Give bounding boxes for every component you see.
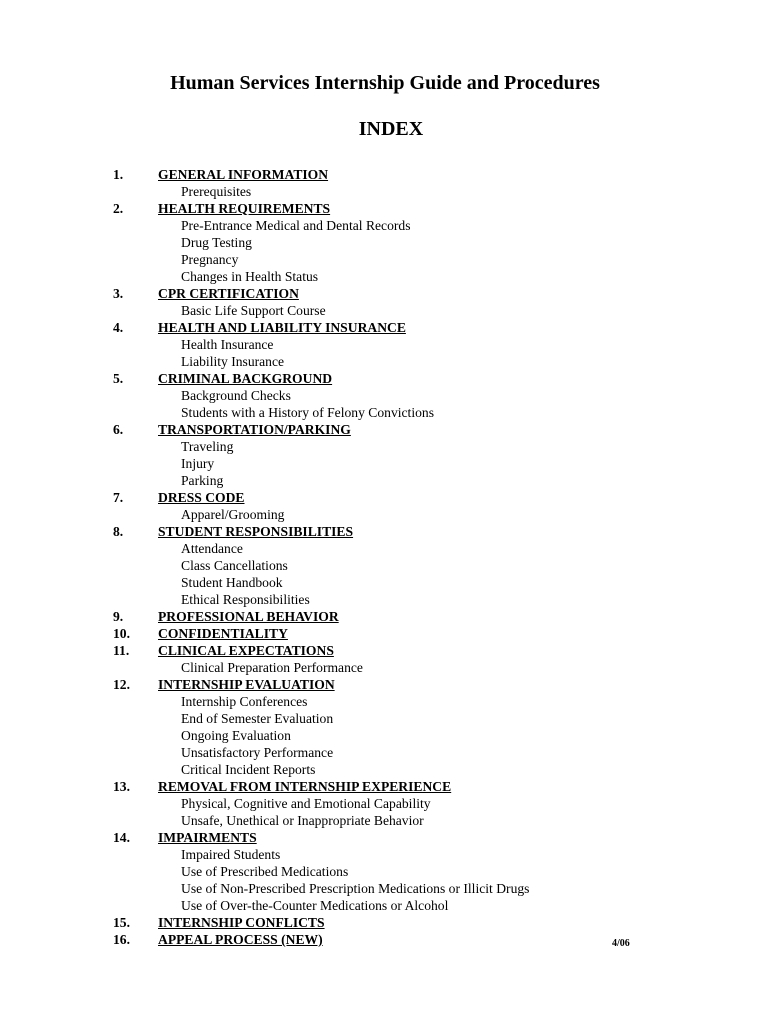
section-row (113, 608, 673, 625)
section-number: 8. (113, 524, 124, 539)
subsection-item: Internship Conferences (181, 694, 308, 709)
subsection-row (113, 268, 673, 285)
section-number: 5. (113, 371, 124, 386)
subsection-row (113, 336, 673, 353)
section-row (113, 625, 673, 642)
index-heading: INDEX (358, 118, 424, 140)
section-row (113, 421, 673, 438)
subsection-item: Critical Incident Reports (181, 762, 316, 777)
section-row (113, 200, 673, 217)
section-heading: TRANSPORTATION/PARKING (158, 422, 351, 437)
subsection-row (113, 846, 673, 863)
section-number: 16. (113, 932, 130, 947)
subsection-item: Liability Insurance (181, 354, 285, 369)
section-row (113, 642, 673, 659)
section-number: 15. (113, 915, 130, 930)
subsection-item: Changes in Health Status (181, 269, 319, 284)
section-heading: INTERNSHIP CONFLICTS (158, 915, 325, 930)
section-number: 1. (113, 167, 124, 182)
subsection-item: Class Cancellations (181, 558, 288, 573)
subsection-item: Unsafe, Unethical or Inappropriate Behavior (181, 813, 424, 828)
subsection-row (113, 795, 673, 812)
section-row (113, 914, 673, 931)
subsection-item: Students with a History of Felony Convictions (181, 405, 434, 420)
subsection-row (113, 591, 673, 608)
subsection-item: End of Semester Evaluation (181, 711, 334, 726)
subsection-row (113, 404, 673, 421)
section-number: 4. (113, 320, 124, 335)
subsection-item: Background Checks (181, 388, 291, 403)
section-number: 7. (113, 490, 124, 505)
subsection-item: Injury (181, 456, 215, 471)
subsection-row (113, 217, 673, 234)
subsection-item: Pre-Entrance Medical and Dental Records (181, 218, 411, 233)
subsection-item: Clinical Preparation Performance (181, 660, 363, 675)
subsection-item: Apparel/Grooming (181, 507, 285, 522)
date-code: 4/06 (612, 938, 630, 949)
subsection-row (113, 353, 673, 370)
section-number: 14. (113, 830, 130, 845)
subsection-item: Traveling (181, 439, 234, 454)
section-number: 2. (113, 201, 124, 216)
section-number: 10. (113, 626, 130, 641)
subsection-item: Parking (181, 473, 224, 488)
subsection-item: Student Handbook (181, 575, 283, 590)
subsection-row (113, 710, 673, 727)
section-heading: CRIMINAL BACKGROUND (158, 371, 333, 386)
subsection-row (113, 897, 673, 914)
section-heading: IMPAIRMENTS (158, 830, 257, 845)
subsection-row (113, 472, 673, 489)
subsection-item: Use of Prescribed Medications (181, 864, 349, 879)
subsection-row (113, 761, 673, 778)
subsection-row (113, 455, 673, 472)
subsection-row (113, 438, 673, 455)
subsection-item: Attendance (181, 541, 243, 556)
subsection-row (113, 863, 673, 880)
section-number: 11. (113, 643, 130, 658)
subsection-item: Physical, Cognitive and Emotional Capability (181, 796, 431, 811)
section-heading: HEALTH REQUIREMENTS (158, 201, 331, 216)
section-number: 6. (113, 422, 124, 437)
subsection-row (113, 540, 673, 557)
subsection-row (113, 557, 673, 574)
section-row (113, 778, 673, 795)
subsection-item: Health Insurance (181, 337, 274, 352)
subsection-row (113, 880, 673, 897)
section-heading: DRESS CODE (158, 490, 245, 505)
subsection-row (113, 506, 673, 523)
section-heading: CLINICAL EXPECTATIONS (158, 643, 334, 658)
section-row (113, 676, 673, 693)
section-heading: INTERNSHIP EVALUATION (158, 677, 335, 692)
section-number: 3. (113, 286, 124, 301)
subsection-row (113, 812, 673, 829)
section-heading: HEALTH AND LIABILITY INSURANCE (158, 320, 406, 335)
subsection-item: Basic Life Support Course (181, 303, 326, 318)
section-heading: CONFIDENTIALITY (158, 626, 288, 641)
section-heading: APPEAL PROCESS (NEW) (158, 932, 323, 947)
section-row (113, 829, 673, 846)
section-heading: CPR CERTIFICATION (158, 286, 299, 301)
subsection-row (113, 251, 673, 268)
subsection-item: Use of Over-the-Counter Medications or Alcohol (181, 898, 449, 913)
subsection-item: Ongoing Evaluation (181, 728, 291, 743)
subsection-item: Prerequisites (181, 184, 252, 199)
subsection-item: Ethical Responsibilities (181, 592, 310, 607)
section-row (113, 523, 673, 540)
index-list (113, 166, 673, 948)
subsection-item: Impaired Students (181, 847, 281, 862)
section-row (113, 319, 673, 336)
subsection-row (113, 659, 673, 676)
section-heading: GENERAL INFORMATION (158, 167, 329, 182)
subsection-item: Use of Non-Prescribed Prescription Medications or Illicit Drugs (181, 881, 530, 896)
section-row (113, 931, 673, 948)
section-number: 9. (113, 609, 124, 624)
subsection-row (113, 183, 673, 200)
section-heading: PROFESSIONAL BEHAVIOR (158, 609, 339, 624)
subsection-row (113, 744, 673, 761)
section-row (113, 285, 673, 302)
subsection-item: Drug Testing (181, 235, 252, 250)
section-number: 12. (113, 677, 130, 692)
section-row (113, 166, 673, 183)
subsection-item: Pregnancy (181, 252, 239, 267)
subsection-item: Unsatisfactory Performance (181, 745, 334, 760)
subsection-row (113, 387, 673, 404)
subsection-row (113, 574, 673, 591)
subsection-row (113, 693, 673, 710)
document-title: Human Services Internship Guide and Procedures (170, 72, 600, 94)
section-row (113, 489, 673, 506)
section-number: 13. (113, 779, 130, 794)
subsection-row (113, 234, 673, 251)
section-row (113, 370, 673, 387)
subsection-row (113, 302, 673, 319)
section-heading: STUDENT RESPONSIBILITIES (158, 524, 354, 539)
section-heading: REMOVAL FROM INTERNSHIP EXPERIENCE (158, 779, 452, 794)
subsection-row (113, 727, 673, 744)
